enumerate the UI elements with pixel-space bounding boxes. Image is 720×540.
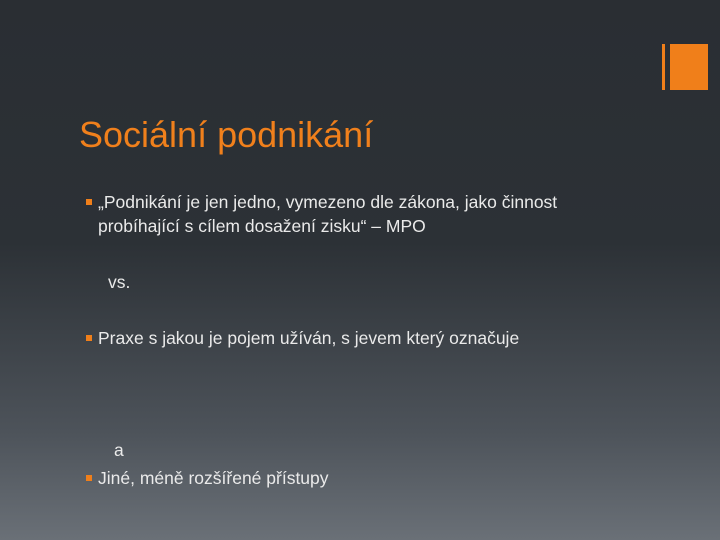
accent-bar-thin bbox=[662, 44, 665, 90]
bullet-item-1 bbox=[86, 190, 638, 238]
slide-title: Sociální podnikání bbox=[79, 114, 374, 155]
bullet-text-3: Jiné, méně rozšířené přístupy bbox=[98, 468, 329, 488]
square-bullet-icon bbox=[86, 335, 92, 341]
separator-vs: vs. bbox=[108, 272, 131, 292]
bullet-item-2 bbox=[86, 326, 638, 350]
square-bullet-icon bbox=[86, 199, 92, 205]
accent-bar-thick bbox=[670, 44, 708, 90]
bullet-item-3 bbox=[86, 466, 638, 490]
separator-a: a bbox=[114, 440, 124, 460]
bullet-text-2: Praxe s jakou je pojem užíván, s jevem který označuje bbox=[98, 328, 520, 348]
square-bullet-icon bbox=[86, 475, 92, 481]
bullet-text-1: „Podnikání je jen jedno, vymezeno dle zákona, jako činnost probíhající s cílem dosažení zisku“ – MPO bbox=[98, 192, 558, 236]
